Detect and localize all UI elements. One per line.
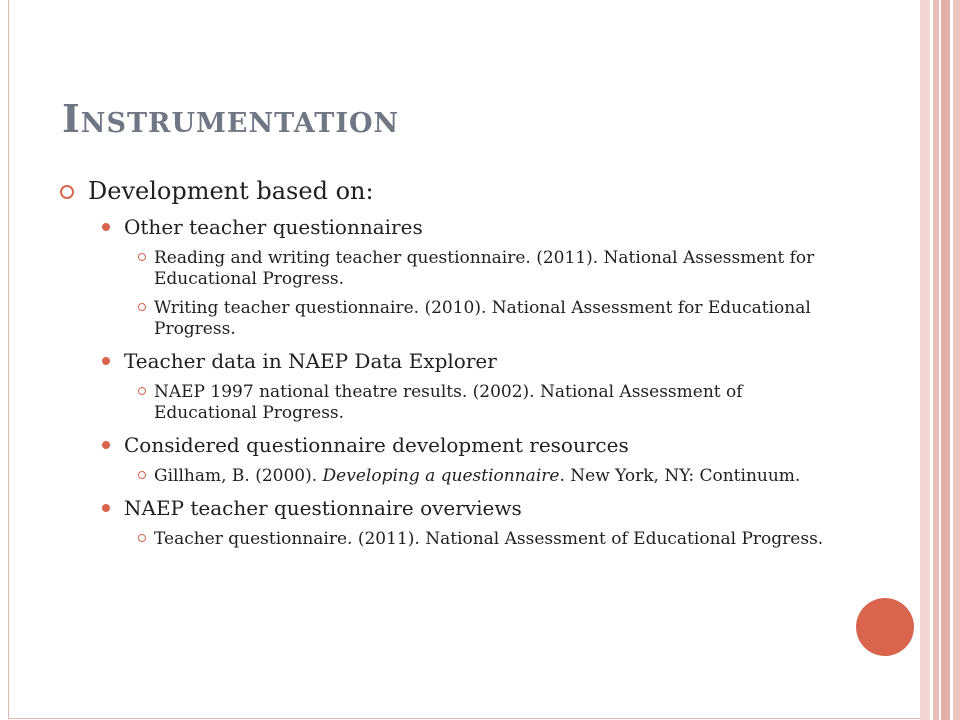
dot-bullet-icon (102, 441, 110, 449)
slide-content (60, 176, 840, 556)
small-ring-bullet-icon (138, 253, 146, 261)
reference-item (60, 248, 834, 290)
small-ring-bullet-icon (138, 534, 146, 542)
sub-bullet (60, 495, 840, 521)
sub-bullet-text: Considered questionnaire development resources (124, 433, 629, 457)
reference-item (60, 466, 834, 487)
ring-bullet-icon (60, 185, 74, 199)
small-ring-bullet-icon (138, 387, 146, 395)
sub-bullet-text: Other teacher questionnaires (124, 215, 423, 239)
sub-bullet-text: NAEP teacher questionnaire overviews (124, 496, 522, 520)
sub-bullet (60, 348, 840, 374)
dot-bullet-icon (102, 504, 110, 512)
accent-circle (856, 598, 914, 656)
reference-item (60, 382, 834, 424)
reference-text: Teacher questionnaire. (2011). National Assessment of Educational Progress. (154, 529, 824, 549)
main-bullet (60, 176, 840, 206)
reference-item (60, 298, 834, 340)
decorative-stripes (920, 0, 960, 720)
reference-text: Writing teacher questionnaire. (2010). National Assessment for Educational Progress. (154, 298, 811, 339)
small-ring-bullet-icon (138, 471, 146, 479)
dot-bullet-icon (102, 357, 110, 365)
reference-text-before: Gillham, B. (2000). (154, 466, 323, 486)
dot-bullet-icon (102, 223, 110, 231)
sub-bullet (60, 214, 840, 240)
reference-text-after: . New York, NY: Continuum. (559, 466, 801, 486)
slide-title: Instrumentation (62, 96, 400, 141)
reference-text: NAEP 1997 national theatre results. (2002). National Assessment of Educational Progress. (154, 382, 743, 423)
sub-bullet (60, 432, 840, 458)
small-ring-bullet-icon (138, 303, 146, 311)
reference-item (60, 529, 834, 550)
reference-text: Reading and writing teacher questionnaire. (2011). National Assessment for Educational Progress. (154, 248, 815, 289)
main-bullet-text: Development based on: (88, 177, 374, 205)
sub-bullet-text: Teacher data in NAEP Data Explorer (124, 349, 497, 373)
reference-title-italic: Developing a questionnaire (322, 466, 560, 486)
